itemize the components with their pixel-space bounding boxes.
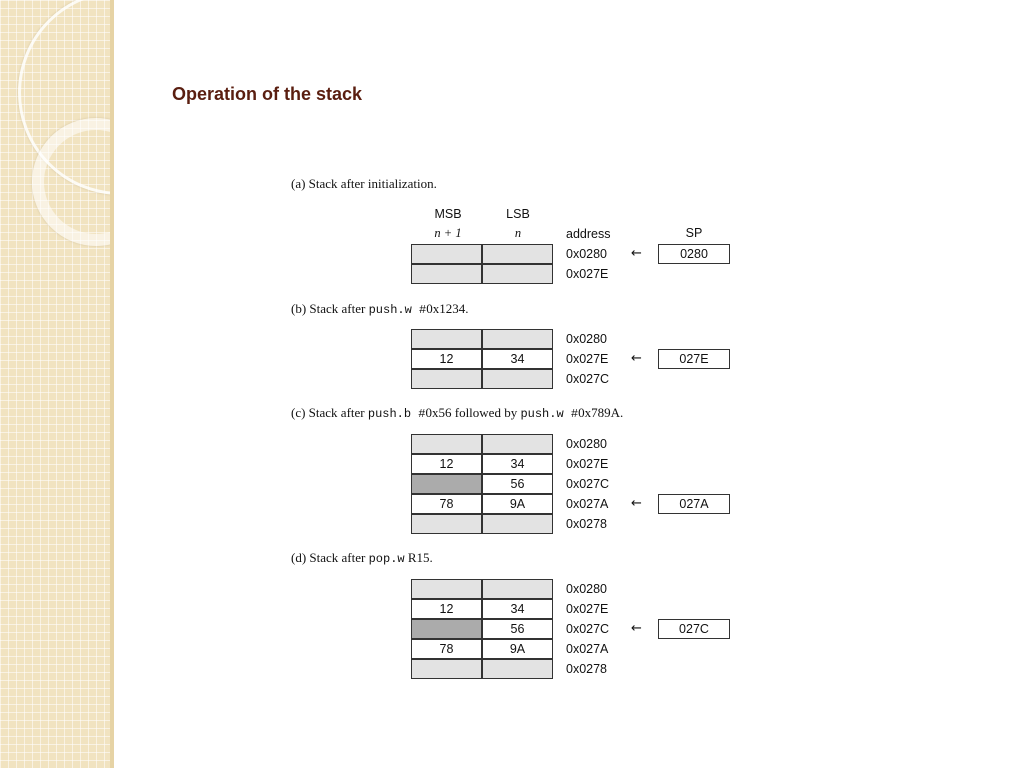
caption-b [291,301,468,317]
stack-pointer-box: 027A [658,494,730,514]
stack-pointer-box: 027C [658,619,730,639]
stack-cell-msb [411,579,482,599]
stack-pointer-box: 027E [658,349,730,369]
stack-address: 0x027E [566,457,609,471]
stack-cell-lsb [482,579,553,599]
stack-cell-msb: 78 [411,494,482,514]
address-header: address [566,227,611,241]
stack-cell-msb [411,434,482,454]
caption-d [291,550,433,566]
lsb-header: LSB [506,207,530,221]
caption-part: 0x56 followed by [425,405,521,420]
stack-address: 0x027C [566,477,610,491]
stack-cell-msb: 12 [411,599,482,619]
left-arrow-icon: ← [631,496,642,511]
left-arrow-icon: ← [631,351,642,366]
stack-cell-lsb [482,369,553,389]
stack-address: 0x0278 [566,662,608,676]
caption-a [291,176,437,192]
caption-part: push.w # [520,407,579,421]
stack-cell-lsb [482,244,553,264]
stack-address: 0x027E [566,602,609,616]
stack-cell-msb [411,474,482,494]
stack-address: 0x027E [566,267,609,281]
stack-cell-msb [411,329,482,349]
caption-part: push.b # [367,407,426,421]
stack-pointer-box: 0280 [658,244,730,264]
caption-part: 0x1234. [426,301,469,316]
stack-cell-lsb: 56 [482,619,553,639]
lsb-subheader: n [514,226,522,240]
caption-part: push.w # [368,303,427,317]
stack-cell-lsb [482,434,553,454]
caption-part: 0x789A. [578,405,624,420]
slide-title: Operation of the stack [172,84,363,104]
caption-part: (b) Stack after [291,301,369,316]
stack-cell-msb: 12 [411,454,482,474]
stack-cell-msb [411,369,482,389]
stack-cell-msb [411,514,482,534]
stack-cell-lsb: 34 [482,454,553,474]
caption-part: (d) Stack after [291,550,369,565]
stack-address: 0x0280 [566,247,608,261]
stack-address: 0x0280 [566,332,608,346]
stack-cell-lsb: 34 [482,599,553,619]
stack-cell-msb [411,264,482,284]
stack-address: 0x0280 [566,582,608,596]
stack-address: 0x0280 [566,437,608,451]
caption-part: R15. [404,550,433,565]
stack-cell-lsb: 9A [482,639,553,659]
stack-address: 0x027C [566,372,610,386]
stack-address: 0x027E [566,352,609,366]
stack-address: 0x027A [566,497,609,511]
stack-cell-lsb: 9A [482,494,553,514]
stack-address: 0x027C [566,622,610,636]
stack-address: 0x0278 [566,517,608,531]
stack-cell-lsb [482,329,553,349]
caption-part: pop.w [368,552,405,566]
stack-cell-msb: 12 [411,349,482,369]
sp-header: SP [685,226,703,240]
stack-cell-lsb: 56 [482,474,553,494]
stack-cell-msb [411,244,482,264]
msb-subheader: n + 1 [434,226,462,240]
left-arrow-icon: ← [631,621,642,636]
stack-cell-msb: 78 [411,639,482,659]
stack-cell-msb [411,659,482,679]
stack-cell-lsb [482,264,553,284]
caption-part: (a) Stack after initialization. [291,176,437,191]
caption-c [291,405,623,421]
stack-address: 0x027A [566,642,609,656]
stack-cell-lsb [482,514,553,534]
msb-header: MSB [434,207,462,221]
stack-cell-lsb [482,659,553,679]
left-arrow-icon: ← [631,246,642,261]
caption-part: (c) Stack after [291,405,368,420]
stack-cell-msb [411,619,482,639]
stack-cell-lsb: 34 [482,349,553,369]
